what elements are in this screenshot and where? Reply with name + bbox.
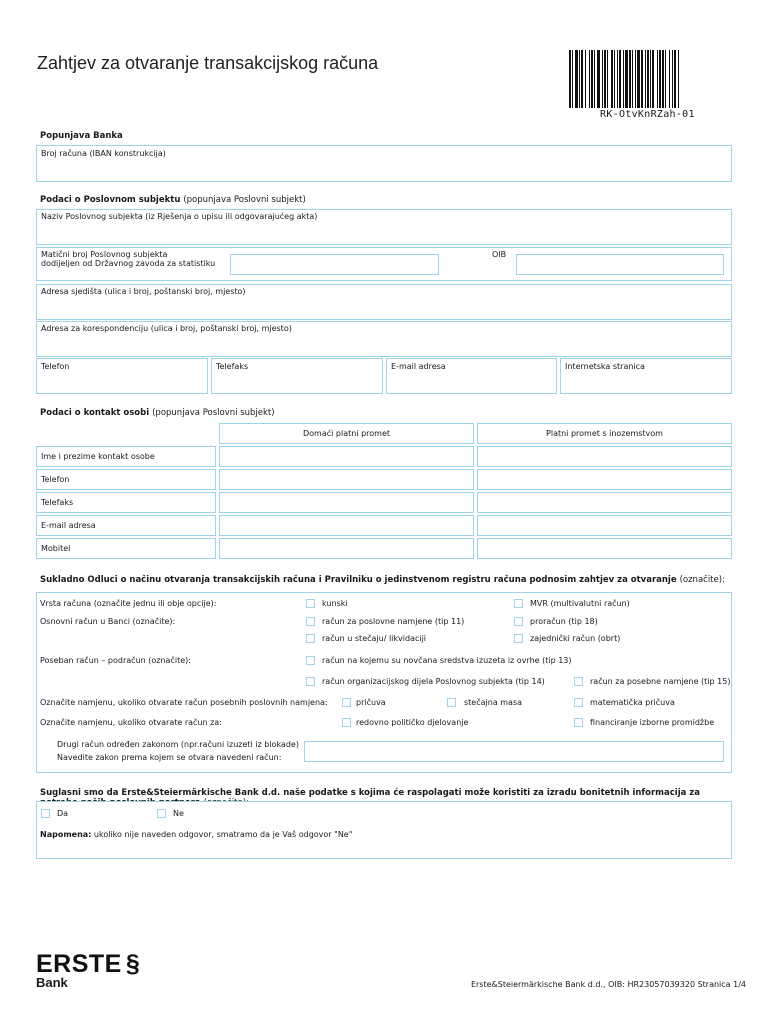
bank-section-heading: Popunjava Banka (40, 131, 123, 141)
estate-checkbox[interactable] (447, 698, 456, 707)
special-purpose-label: račun za posebne namjene (tip 15) (590, 677, 731, 686)
contact-domestic-input[interactable] (219, 515, 474, 536)
contact-foreign-input[interactable] (477, 492, 732, 513)
business-account-label: račun za poslovne namjene (tip 11) (322, 617, 465, 626)
contact-row-label: E-mail adresa (41, 521, 96, 530)
consent-no-checkbox[interactable] (157, 809, 166, 818)
joint-account-label: zajednički račun (obrt) (530, 634, 621, 643)
website-field[interactable] (560, 358, 732, 394)
law-input[interactable] (304, 741, 724, 762)
account-section-heading: Sukladno Odluci o načinu otvaranja transakcijskih računa i Pravilniku o jedinstvenom registru računa podnosim zahtjev za otvaranje (označite): (40, 575, 725, 585)
contact-row-label-box (36, 446, 216, 467)
contact-row-label-box (36, 515, 216, 536)
org-unit-label: račun organizacijskog dijela Poslovnog subjekta (tip 14) (322, 677, 545, 686)
website-label: Internetska stranica (565, 362, 645, 371)
campaign-label: financiranje izborne promidžbe (590, 718, 715, 727)
footer-text: Erste&Steiermärkische Bank d.d., OIB: HR23057039320 Stranica 1/4 (470, 980, 746, 989)
bankruptcy-checkbox[interactable] (306, 634, 315, 643)
contact-row-label-box (36, 469, 216, 490)
barcode (569, 50, 729, 108)
math-reserve-label: matematička pričuva (590, 698, 675, 707)
reserve-checkbox[interactable] (342, 698, 351, 707)
erste-logo (36, 952, 140, 989)
mvr-checkbox[interactable] (514, 599, 523, 608)
contact-foreign-input[interactable] (477, 538, 732, 559)
contact-domestic-input[interactable] (219, 538, 474, 559)
account-type-label: Vrsta računa (označite jednu ili obje opcije): (40, 599, 217, 608)
special-purpose-checkbox[interactable] (574, 677, 583, 686)
contact-foreign-input[interactable] (477, 446, 732, 467)
business-account-checkbox[interactable] (306, 617, 315, 626)
entity-name-field[interactable] (36, 209, 732, 245)
consent-yes-label: Da (57, 809, 69, 818)
consent-section-heading: Suglasni smo da Erste&Steiermärkische Bank d.d. naše podatke s kojima će raspolagati može koristiti za izradu bonitetnih informacija za (40, 788, 700, 798)
fax-label: Telefaks (216, 362, 249, 371)
budget-checkbox[interactable] (514, 617, 523, 626)
registration-label-line2: dodijeljen od Državnog zavoda za statistiku (41, 259, 216, 268)
oib-label: OIB (492, 250, 507, 259)
contact-row-label: Mobitel (41, 544, 71, 553)
bankruptcy-label: račun u stečaju/ likvidaciji (322, 634, 427, 643)
account-number-field[interactable] (36, 145, 732, 182)
contact-domestic-input[interactable] (219, 446, 474, 467)
entity-section-heading: Podaci o Poslovnom subjektu (popunjava Poslovni subjekt) (40, 195, 306, 205)
contact-foreign-input[interactable] (477, 469, 732, 490)
address-field[interactable] (36, 284, 732, 320)
contact-domestic-input[interactable] (219, 492, 474, 513)
page-title: Zahtjev za otvaranje transakcijskog računa (37, 53, 379, 73)
contact-row-label-box (36, 492, 216, 513)
consent-yes-checkbox[interactable] (41, 809, 50, 818)
phone-label: Telefon (41, 362, 70, 371)
domestic-column-header: Domaći platni promet (219, 423, 474, 444)
purpose-label: Označite namjenu, ukoliko otvarate račun posebnih poslovnih namjena: (40, 698, 328, 707)
account-number-label: Broj računa (IBAN konstrukcija) (41, 149, 166, 158)
kunski-label: kunski (322, 599, 348, 608)
phone-field[interactable] (36, 358, 208, 394)
estate-label: stečajna masa (464, 698, 523, 707)
purpose2-label: Označite namjenu, ukoliko otvarate račun za: (40, 718, 222, 727)
contact-section-heading: Podaci o kontakt osobi (popunjava Poslovni subjekt) (40, 408, 275, 418)
contact-foreign-input[interactable] (477, 515, 732, 536)
contact-row-label: Ime i prezime kontakt osobe (41, 452, 155, 461)
consent-no-label: Ne (173, 809, 184, 818)
logo-s-icon: § (125, 950, 141, 978)
mvr-label: MVR (multivalutni račun) (530, 599, 630, 608)
fax-field[interactable] (211, 358, 383, 394)
registration-number-input[interactable] (230, 254, 439, 275)
campaign-checkbox[interactable] (574, 718, 583, 727)
correspondence-address-field[interactable] (36, 321, 732, 357)
entity-name-label: Naziv Poslovnog subjekta (iz Rješenja o upisu ili odgovarajućeg akta) (41, 212, 318, 221)
political-label: redovno političko djelovanje (356, 718, 469, 727)
correspondence-address-label: Adresa za korespondenciju (ulica i broj, poštanski broj, mjesto) (41, 324, 292, 333)
exempt-account-checkbox[interactable] (306, 656, 315, 665)
contact-row-label-box (36, 538, 216, 559)
foreign-column-header: Platni promet s inozemstvom (477, 423, 732, 444)
email-label: E-mail adresa (391, 362, 446, 371)
kunski-checkbox[interactable] (306, 599, 315, 608)
logo-sub: Bank (36, 975, 68, 990)
oib-input[interactable] (516, 254, 724, 275)
other-account-label-line2: Navedite zakon prema kojem se otvara navedeni račun: (57, 753, 282, 762)
other-account-label-line1: Drugi račun određen zakonom (npr.računi izuzeti iz blokade) (57, 740, 299, 749)
budget-label: proračun (tip 18) (530, 617, 598, 626)
basic-account-label: Osnovni račun u Banci (označite): (40, 617, 176, 626)
contact-row-label: Telefon (41, 475, 70, 484)
political-checkbox[interactable] (342, 718, 351, 727)
consent-note: Napomena: ukoliko nije naveden odgovor, smatramo da je Vaš odgovor "Ne" (40, 830, 353, 839)
exempt-account-label: račun na kojemu su novčana sredstva izuzeta iz ovrhe (tip 13) (322, 656, 572, 665)
logo-word: ERSTE (36, 950, 122, 978)
org-unit-checkbox[interactable] (306, 677, 315, 686)
registration-label-line1: Matični broj Poslovnog subjekta (41, 250, 168, 259)
sub-account-label: Poseban račun – podračun (označite): (40, 656, 191, 665)
joint-account-checkbox[interactable] (514, 634, 523, 643)
address-label: Adresa sjedišta (ulica i broj, poštanski broj, mjesto) (41, 287, 246, 296)
contact-row-label: Telefaks (41, 498, 74, 507)
email-field[interactable] (386, 358, 557, 394)
reserve-label: pričuva (356, 698, 386, 707)
barcode-text: RK-OtvKnRZah-01 (600, 109, 695, 120)
contact-domestic-input[interactable] (219, 469, 474, 490)
math-reserve-checkbox[interactable] (574, 698, 583, 707)
